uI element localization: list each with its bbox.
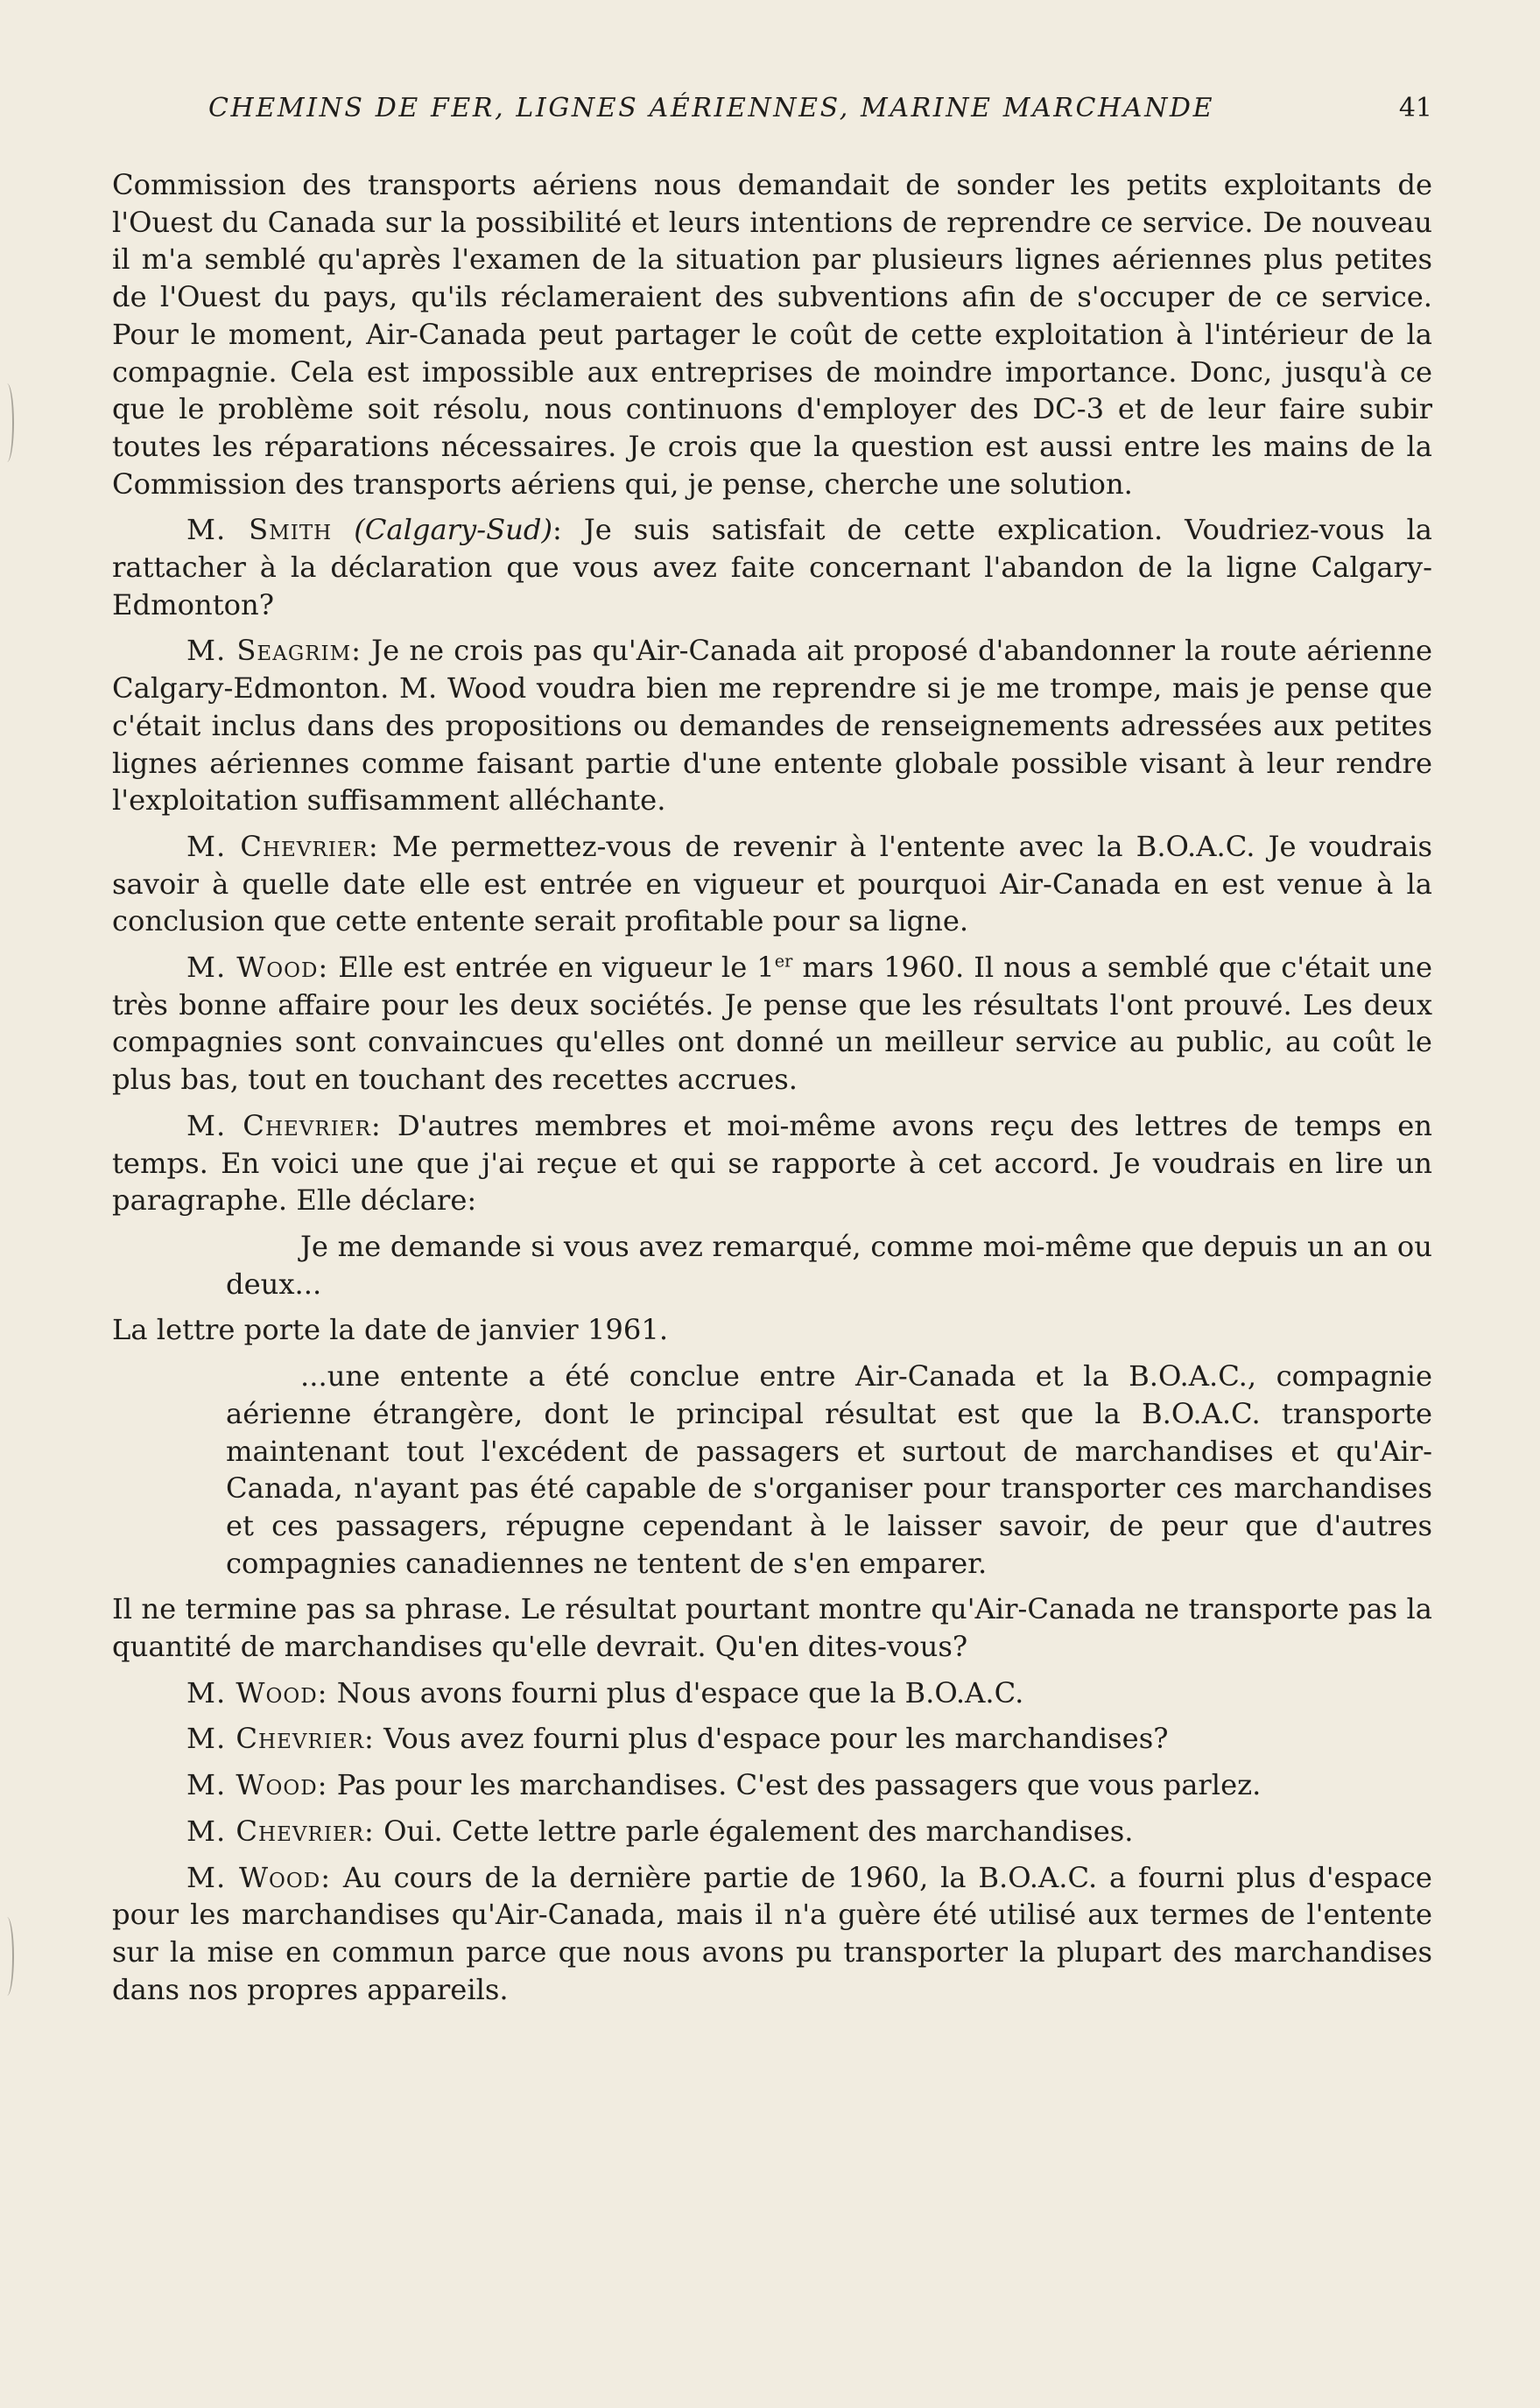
page-number: 41 (1398, 93, 1432, 123)
running-head (112, 81, 1432, 133)
paragraph: M. Chevrier: Vous avez fourni plus d'espace pour les marchandises? (186, 1722, 1169, 1756)
running-title: CHEMINS DE FER, LIGNES AÉRIENNES, MARINE MARCHANDE (208, 93, 1215, 123)
paragraph: Commission des transports aériens nous demandait de sonder les petits exploitants de l'Ouest du Canada sur la possibilité et leurs intentions de reprendre ce service. De nouveau il m'a semblé qu'après l'examen de la situation par plusieurs lignes aériennes plus petites de l'Ouest du pays, qu'ils réclameraient des subventions afin de s'occuper de ce service. Pour le moment, Air-Canada peut partager le coût de cette exploitation à l'intérieur de la compagnie. Cela est impossible aux entreprises de moindre importance. Donc, jusqu'à ce que le problème soit résolu, nous continuons d'employer des DC-3 et de leur faire subir toutes les réparations nécessaires. Je crois que la question est aussi entre les mains de la Commission des transports aériens qui, je pense, cherche une solution. (112, 168, 1432, 501)
speaker-name: M. Chevrier: (186, 829, 379, 863)
binding-mark (0, 383, 14, 462)
paragraph: M. Wood: Elle est entrée en vigueur le 1er mars 1960. Il nous a semblé que c'était une très bonne affaire pour les deux sociétés. Je pense que les résultats l'ont prouvé. Les deux compagnies sont convaincues qu'elles ont donné un meilleur service au public, au coût le plus bas, tout en touchant des recettes accrues. (112, 951, 1433, 1097)
speaker-name: M. Chevrier: (186, 1814, 375, 1848)
speaker-name: M. Smith (186, 513, 333, 547)
speaker-name: M. Seagrim: (186, 634, 362, 668)
block-quote: Je me demande si vous avez remarqué, comme moi-même que depuis un an ou deux... (226, 1229, 1432, 1301)
riding-name: (Calgary-Sud) (354, 513, 553, 547)
paragraph: M. Wood: Pas pour les marchandises. C'est des passagers que vous parlez. (186, 1768, 1262, 1802)
speaker-name: M. Wood: (186, 1675, 328, 1709)
binding-mark (0, 1917, 14, 1996)
paragraph: M. Smith (Calgary-Sud): Je suis satisfait de cette explication. Voudriez-vous la rattacher à la déclaration que vous avez faite concernant l'abandon de la ligne Calgary-Edmonton? (112, 513, 1432, 621)
speaker-name: M. Chevrier: (186, 1722, 375, 1756)
body-text (112, 166, 1432, 2008)
speaker-name: M. Wood: (186, 1860, 332, 1894)
paragraph: La lettre porte la date de janvier 1961. (112, 1313, 669, 1347)
paragraph: M. Chevrier: Me permettez-vous de revenir à l'entente avec la B.O.A.C. Je voudrais savoir à quelle date elle est entrée en vigueur et pourquoi Air-Canada en est venue à la conclusion que cette entente serait profitable pour sa ligne. (112, 829, 1432, 938)
paragraph: M. Chevrier: D'autres membres et moi-même avons reçu des lettres de temps en temps. En voici une que j'ai reçue et qui se rapporte à cet accord. Je voudrais en lire un paragraphe. Elle déclare: (112, 1108, 1432, 1218)
page (112, 81, 1432, 2017)
paragraph: Il ne termine pas sa phrase. Le résultat pourtant montre qu'Air-Canada ne transporte pas la quantité de marchandises qu'elle devrait. Qu'en dites-vous? (112, 1592, 1432, 1664)
paragraph: M. Wood: Nous avons fourni plus d'espace que la B.O.A.C. (186, 1675, 1024, 1709)
paragraph: M. Chevrier: Oui. Cette lettre parle également des marchandises. (186, 1814, 1134, 1848)
block-quote: ...une entente a été conclue entre Air-Canada et la B.O.A.C., compagnie aérienne étrangère, dont le principal résultat est que la B.O.A.C. transporte maintenant tout l'excédent de passagers et surtout de marchandises et qu'Air-Canada, n'ayant pas été capable de s'organiser pour transporter ces marchandises et ces passagers, répugne cependant à le laisser savoir, de peur que d'autres compagnies canadiennes ne tentent de s'en emparer. (226, 1359, 1432, 1580)
speaker-name: M. Wood: (186, 951, 329, 985)
speaker-name: M. Chevrier: (186, 1108, 382, 1142)
speaker-name: M. Wood: (186, 1768, 328, 1802)
paragraph: M. Wood: Au cours de la dernière partie de 1960, la B.O.A.C. a fourni plus d'espace pour les marchandises qu'Air-Canada, mais il n'a guère été utilisé aux termes de l'entente sur la mise en commun parce que nous avons pu transporter la plupart des marchandises dans nos propres appareils. (112, 1860, 1432, 2006)
paragraph: M. Seagrim: Je ne crois pas qu'Air-Canada ait proposé d'abandonner la route aérienne Calgary-Edmonton. M. Wood voudra bien me reprendre si je me trompe, mais je pense que c'était inclus dans des propositions ou demandes de renseignements adressées aux petites lignes aériennes comme faisant partie d'une entente globale possible visant à leur rendre l'exploitation suffisamment alléchante. (112, 634, 1432, 818)
